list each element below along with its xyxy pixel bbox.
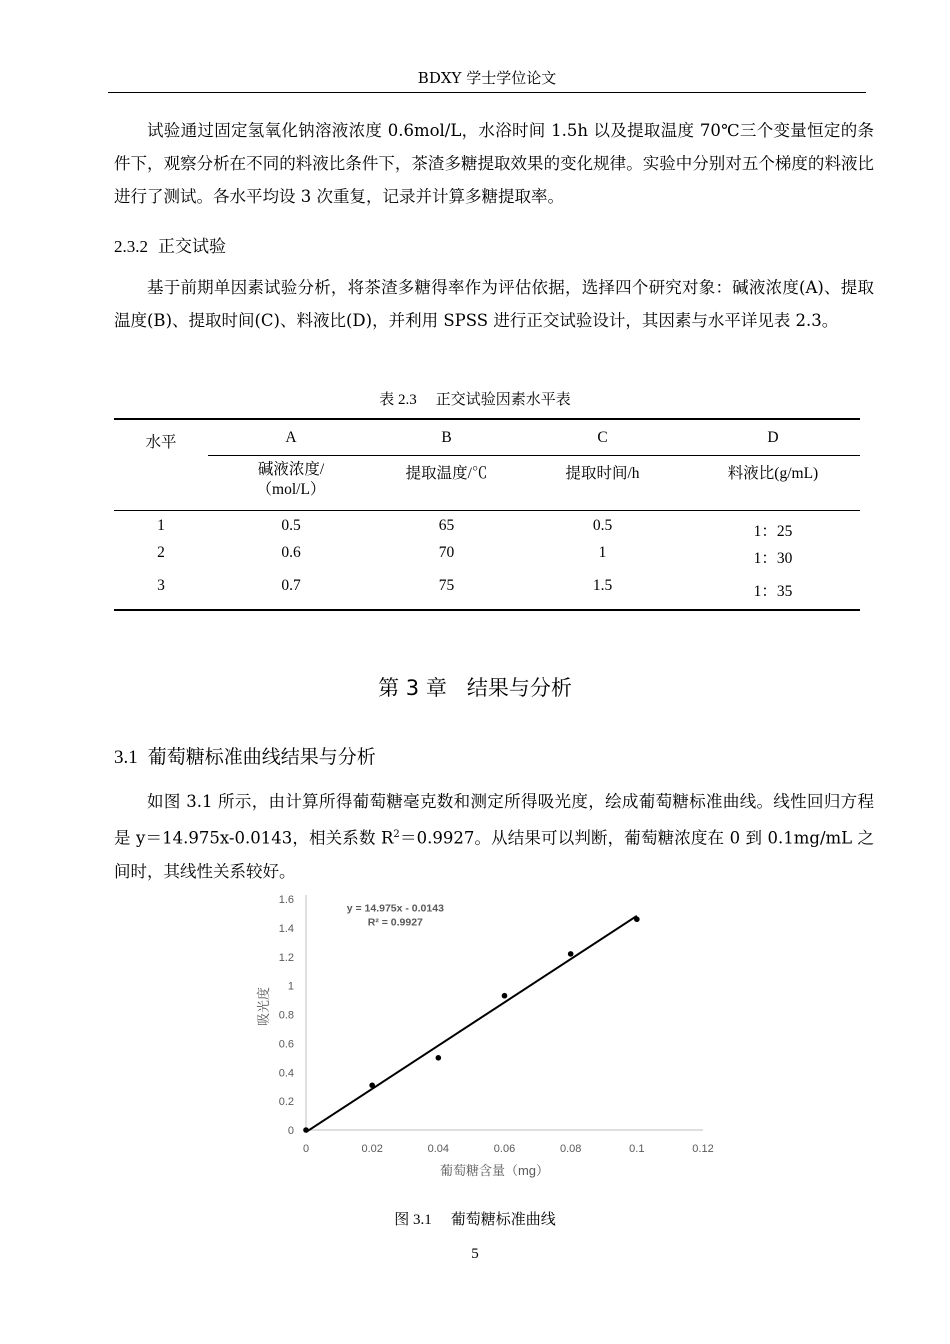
section-title: 葡萄糖标准曲线结果与分析: [147, 746, 376, 768]
table-cell-level: 3: [157, 577, 165, 594]
table-header-factor-c: C: [519, 419, 686, 456]
y-axis-title: 吸光度: [256, 986, 271, 1027]
y-tick-label: 0.6: [278, 1038, 294, 1051]
table-caption: [0, 388, 950, 409]
x-tick-label: 0.02: [361, 1143, 383, 1155]
section-number: 3.1: [114, 747, 138, 768]
table-cell-level: 2: [157, 544, 165, 561]
table-cell-b: 75: [438, 577, 455, 594]
x-tick-label: 0.12: [692, 1143, 714, 1155]
data-point: [634, 916, 640, 922]
data-point: [436, 1055, 442, 1061]
paragraph-text: ＝0.9927。从结果可以判断，葡萄糖浓度在 0 到 0.1mg/mL 之间时，其线性关系较好。: [114, 828, 875, 881]
y-tick-label: 1.6: [278, 894, 294, 906]
superscript: 2: [393, 829, 400, 840]
chapter-title: 结果与分析: [466, 676, 572, 700]
paragraph-text: 如图 3.1 所示，由计算所得葡萄糖毫克数和测定所得吸光度，绘成葡萄糖标准曲线。线性回归方程是 y＝14.975x-0.0143，相关系数 R: [114, 792, 874, 848]
x-tick-label: 0.04: [427, 1143, 450, 1155]
data-point: [502, 993, 508, 999]
glucose-standard-curve-chart: [240, 885, 720, 1185]
chapter-heading: [0, 672, 950, 702]
table-cell-c: 0.5: [592, 517, 613, 534]
data-point: [369, 1082, 375, 1088]
y-tick-label: 0: [287, 1125, 294, 1137]
factor-level-table: [114, 418, 860, 611]
data-point: [568, 951, 574, 957]
figure-caption: [0, 1208, 950, 1229]
section-heading-2-3-2: [114, 232, 226, 257]
figure-caption-number: 图 3.1: [394, 1212, 432, 1228]
table-cell-a: 0.6: [281, 544, 301, 561]
table-header-level: 水平: [145, 434, 177, 451]
table-cell-c: 1: [598, 544, 607, 561]
section-title: 正交试验: [158, 237, 226, 257]
table-factor-name-c: 提取时间/h: [565, 465, 640, 482]
paragraph-experiment-conditions: 试验通过固定氢氧化钠溶液浓度 0.6mol/L，水浴时间 1.5h 以及提取温度 70℃三个变量恒定的条件下，观察分析在不同的料液比条件下，茶渣多糖提取效果的变化规律。实验中分别对五个梯度的料液比进行了测试。各水平均设 3 次重复，记录并计算多糖提取率。: [114, 121, 874, 206]
x-tick-label: 0.1: [629, 1143, 645, 1155]
table-cell-level: 1: [157, 517, 165, 534]
table-cell-d: 1：25: [753, 523, 793, 540]
table-factor-name-d: 料液比(g/mL): [727, 465, 819, 482]
table-caption-number: 表 2.3: [379, 392, 417, 408]
trendline: [306, 916, 637, 1132]
section-number: 2.3.2: [114, 237, 148, 256]
paragraph-standard-curve: [114, 785, 874, 888]
table-header-factor-a: A: [208, 419, 374, 456]
paragraph-orthogonal-design: 基于前期单因素试验分析，将茶渣多糖得率作为评估依据，选择四个研究对象：碱液浓度(A)、提取温度(B)、提取时间(C)、料液比(D)，并利用 SPSS 进行正交试验设计，其因素与水平详见表 2.3。: [114, 278, 874, 330]
y-tick-label: 1: [287, 980, 294, 993]
x-axis-title: 葡萄糖含量（mg）: [439, 1163, 550, 1178]
table-factor-name-row: [114, 456, 860, 511]
table-cell-a: 0.5: [281, 517, 301, 534]
x-tick-label: 0.06: [493, 1143, 516, 1155]
table-cell-d: 1：30: [753, 550, 793, 567]
table-factor-name-b: 提取温度/℃: [405, 465, 488, 482]
x-tick-label: 0.08: [559, 1143, 582, 1155]
table-header-factor-b: B: [374, 419, 519, 456]
table-caption-title: 正交试验因素水平表: [435, 390, 571, 408]
y-tick-label: 0.8: [278, 1009, 294, 1022]
table-cell-b: 70: [438, 544, 455, 561]
y-tick-label: 1.2: [278, 951, 294, 964]
table-factor-name-a: 碱液浓度/（mol/L）: [256, 461, 326, 498]
table-row: [114, 577, 860, 610]
equation-label: y = 14.975x - 0.0143: [346, 902, 444, 915]
table-cell-c: 1.5: [592, 577, 613, 594]
table-cell-b: 65: [438, 517, 455, 534]
table-cell-d: 1：35: [753, 583, 793, 600]
y-tick-label: 0.4: [278, 1067, 294, 1080]
chapter-number: 第 3 章: [378, 676, 447, 700]
r-squared-label: R² = 0.9927: [367, 916, 423, 929]
table-row: [114, 544, 860, 577]
x-tick-label: 0: [302, 1143, 310, 1155]
table-header-row: [114, 419, 860, 456]
table-cell-a: 0.7: [281, 577, 301, 594]
page-number: 5: [471, 1246, 479, 1262]
table-row: [114, 511, 860, 545]
section-heading-3-1: [114, 742, 376, 769]
table-header-factor-d: D: [686, 419, 860, 456]
page-header: BDXY 学士学位论文: [108, 66, 866, 93]
data-point: [303, 1127, 309, 1133]
figure-caption-title: 葡萄糖标准曲线: [450, 1210, 556, 1228]
y-tick-label: 1.4: [278, 922, 294, 935]
y-tick-label: 0.2: [278, 1096, 294, 1109]
